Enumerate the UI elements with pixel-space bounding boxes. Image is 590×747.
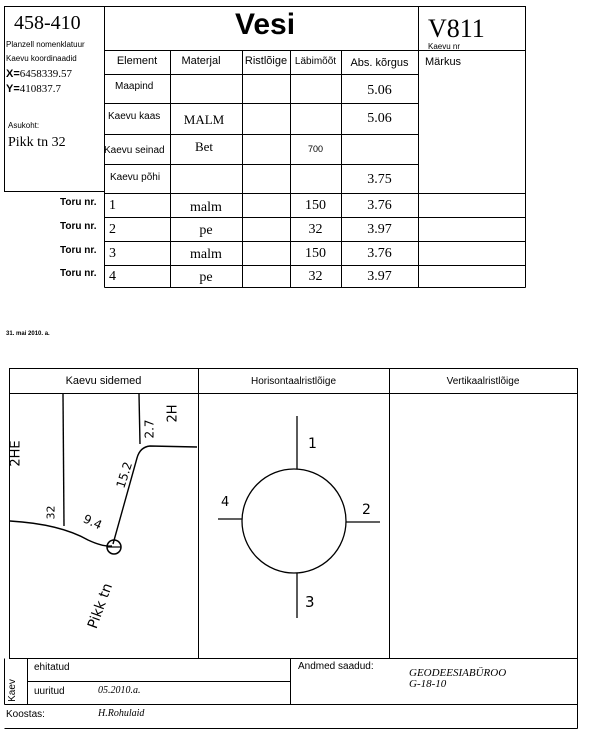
label-9-4: 9.4 bbox=[80, 511, 105, 533]
pipe-diameter: 32 bbox=[308, 269, 323, 284]
pipe-label: Toru nr. bbox=[60, 197, 97, 208]
pipe-material: malm bbox=[190, 200, 222, 215]
surveyed-value: 05.2010.a. bbox=[98, 685, 141, 696]
y-value: 410837.7 bbox=[19, 83, 62, 95]
pipe-nr: 3 bbox=[109, 246, 116, 261]
well-label: Kaevu nr bbox=[428, 42, 461, 51]
pipe-nr: 2 bbox=[109, 222, 116, 237]
compiled-value: H.Rohulaid bbox=[98, 708, 145, 719]
element-name: Maapind bbox=[115, 81, 154, 92]
pipe-height: 3.97 bbox=[367, 269, 392, 284]
th-notes: Märkus bbox=[425, 56, 462, 68]
element-name: Kaevu põhi bbox=[110, 172, 161, 183]
pipe-height: 3.76 bbox=[367, 246, 392, 261]
material-value: MALM bbox=[183, 112, 225, 127]
label-32: 32 bbox=[44, 505, 58, 520]
built-label: ehitatud bbox=[34, 662, 70, 673]
kaev-label: Kaev bbox=[6, 679, 18, 702]
pipe-label: Toru nr. bbox=[60, 245, 97, 256]
pipe-diameter: 150 bbox=[305, 198, 326, 213]
height-value: 3.75 bbox=[367, 172, 392, 187]
col-title-vertical: Vertikaalristlõige bbox=[446, 376, 520, 387]
pipe-height: 3.97 bbox=[367, 222, 392, 237]
pipe-diameter: 150 bbox=[305, 246, 326, 261]
pipe-height: 3.76 bbox=[367, 198, 392, 213]
pipe-label-4: 4 bbox=[221, 495, 230, 510]
location-value: Pikk tn 32 bbox=[8, 135, 66, 150]
pipe-nr: 4 bbox=[109, 269, 116, 284]
x-label: X= bbox=[6, 68, 20, 80]
well-number: V811 bbox=[428, 14, 485, 43]
element-name: Kaevu seinad bbox=[104, 145, 165, 156]
th-section: Ristlõige bbox=[244, 55, 288, 67]
pipe-label-3: 3 bbox=[305, 593, 315, 611]
print-date: 31. mai 2010. a. bbox=[6, 331, 50, 337]
data-from-code: G-18-10 bbox=[409, 678, 447, 690]
y-label: Y= bbox=[6, 83, 20, 95]
pipe-label-2: 2 bbox=[362, 502, 371, 518]
pipe-material: pe bbox=[199, 270, 213, 285]
material-value: Bet bbox=[194, 139, 214, 154]
height-value: 5.06 bbox=[367, 111, 392, 126]
th-material: Materjal bbox=[181, 55, 221, 67]
data-from-value: GEODEESIABÜROO bbox=[409, 667, 507, 679]
height-value: 5.06 bbox=[367, 83, 392, 98]
horizontal-section bbox=[218, 416, 380, 618]
pipe-nr: 1 bbox=[109, 198, 116, 213]
label-2he: 2HE bbox=[8, 440, 24, 467]
element-name: Kaevu kaas bbox=[108, 111, 161, 122]
pipe-material: pe bbox=[199, 223, 213, 238]
pipe-diameter: 32 bbox=[308, 222, 323, 237]
th-element: Element bbox=[116, 55, 158, 67]
street-label: Pikk tn bbox=[84, 581, 117, 631]
pipe-label: Toru nr. bbox=[60, 221, 97, 232]
location-label: Asukoht: bbox=[8, 121, 40, 130]
compiled-label: Koostas: bbox=[6, 709, 45, 720]
label-2-7: 2.7 bbox=[142, 419, 157, 439]
x-value: 6458339.57 bbox=[19, 68, 73, 80]
diameter-value: 700 bbox=[307, 144, 324, 154]
pipe-label-1: 1 bbox=[308, 436, 317, 452]
surveyed-label: uuritud bbox=[34, 686, 65, 697]
label-15-2: 15.2 bbox=[113, 460, 136, 490]
label-2h: 2H bbox=[165, 404, 181, 423]
pipe-material: malm bbox=[190, 247, 222, 262]
page-title: Vesi bbox=[235, 8, 296, 41]
pipe-label: Toru nr. bbox=[60, 268, 97, 279]
col-title-horizontal: Horisontaalristlõige bbox=[250, 376, 337, 387]
th-height: Abs. kõrgus bbox=[350, 57, 409, 69]
data-from-label: Andmed saadud: bbox=[298, 661, 374, 672]
plan-number: 458-410 bbox=[14, 12, 81, 34]
th-diameter: Läbimõõt bbox=[294, 56, 337, 67]
plan-label: Planzell nomenklatuur bbox=[6, 40, 85, 49]
coords-label: Kaevu koordinaadid bbox=[6, 54, 77, 63]
col-title-ties: Kaevu sidemed bbox=[65, 375, 142, 387]
